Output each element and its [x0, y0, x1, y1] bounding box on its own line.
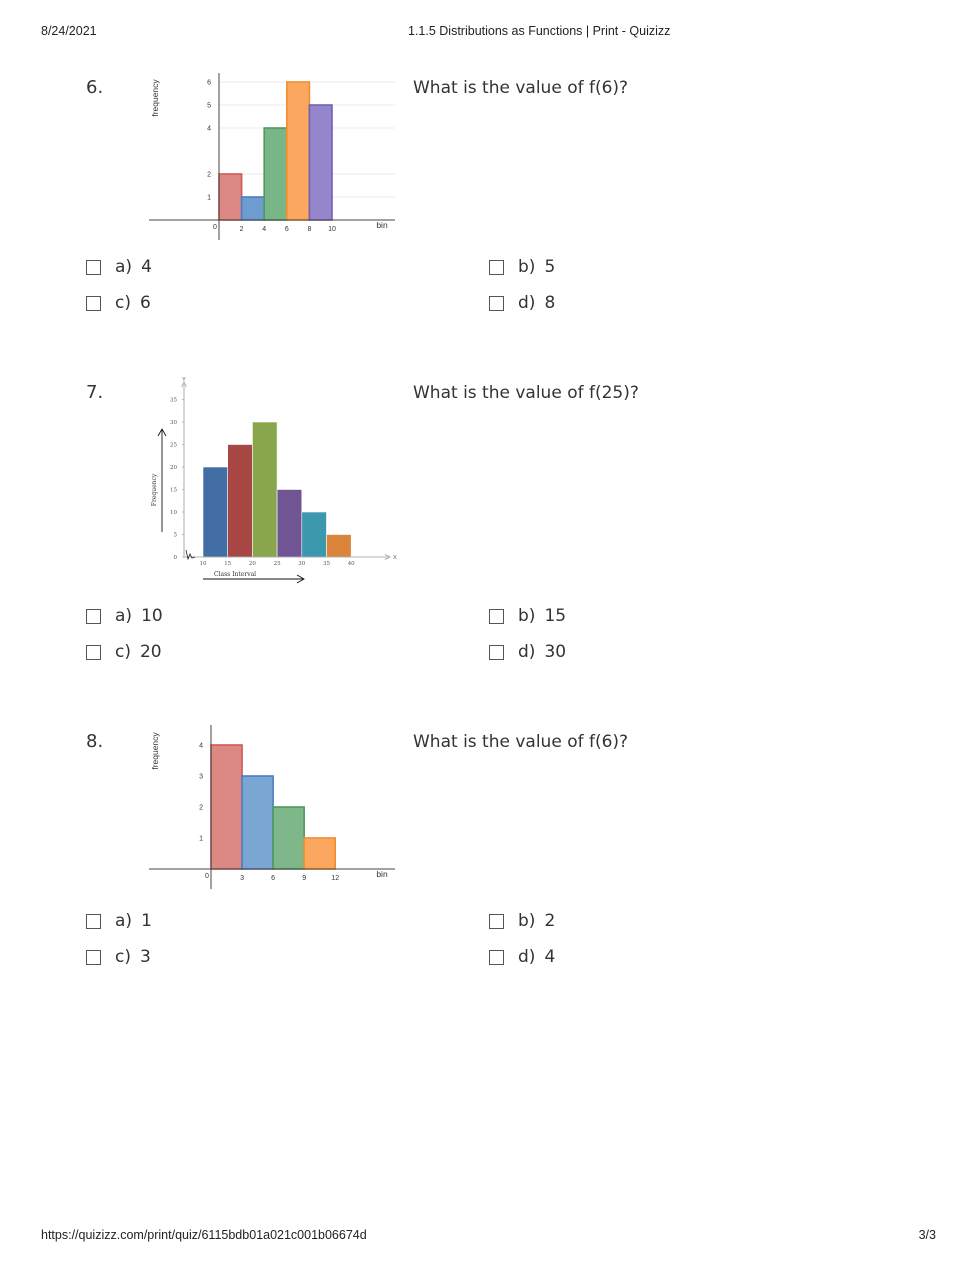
question-text: What is the value of f(6)?: [413, 732, 629, 752]
option-letter: b): [518, 606, 536, 626]
option-value: 20: [139, 642, 162, 662]
page-url[interactable]: https://quizizz.com/print/quiz/6115bdb01a021c001b06674d: [41, 1228, 367, 1242]
x-tick-label: 6: [284, 226, 289, 233]
print-date: 8/24/2021: [41, 24, 97, 38]
y-tick-label: 10: [170, 510, 177, 516]
y-axis-letter: Y: [182, 377, 186, 383]
histogram-chart-q6: [146, 70, 401, 240]
x-tick-label: 25: [273, 561, 281, 567]
y-tick-label: 0: [173, 555, 177, 561]
axis-break-icon: [186, 550, 195, 559]
x-tick-label: 40: [347, 561, 355, 567]
option-letter: c): [115, 947, 131, 967]
histogram-bar: [242, 776, 273, 869]
question-number: 7.: [86, 382, 104, 403]
x-tick-label: 10: [328, 226, 336, 233]
histogram-bar: [203, 467, 228, 557]
answer-option[interactable]: [86, 642, 162, 662]
option-letter: b): [518, 257, 536, 277]
answer-option[interactable]: [489, 642, 566, 662]
x-tick-label: 4: [262, 226, 267, 233]
histogram-svg: [146, 70, 401, 240]
histogram-bar: [273, 807, 304, 869]
checkbox[interactable]: [489, 950, 504, 965]
option-value: 8: [544, 293, 556, 313]
option-value: 4: [544, 947, 556, 967]
option-value: 10: [141, 606, 163, 626]
option-value: 3: [139, 947, 151, 967]
y-tick-label: 25: [170, 442, 177, 449]
y-tick-label: 4: [207, 125, 211, 133]
x-axis-label: bin: [376, 220, 388, 230]
page-number: 3/3: [918, 1228, 936, 1242]
option-value: 30: [544, 642, 567, 662]
histogram-bar: [309, 105, 332, 220]
answer-option[interactable]: [86, 947, 151, 967]
x-axis-letter: X: [393, 555, 397, 561]
document-title: 1.1.5 Distributions as Functions | Print - Quizizz: [408, 24, 671, 38]
option-letter: d): [518, 947, 536, 967]
checkbox[interactable]: [489, 609, 504, 624]
x-tick-label: 20: [248, 561, 256, 567]
option-letter: d): [518, 293, 536, 313]
y-tick-label: 6: [207, 79, 211, 87]
x-tick-label: 6: [271, 875, 276, 882]
x-tick-label: 30: [298, 561, 306, 567]
y-tick-label: 20: [170, 465, 177, 471]
histogram-chart-q8: [146, 722, 401, 894]
checkbox[interactable]: [489, 645, 504, 660]
answer-option[interactable]: [489, 947, 555, 967]
x-tick-label: 15: [224, 561, 232, 567]
y-tick-label: 5: [207, 102, 211, 110]
y-tick-label: 15: [170, 487, 177, 494]
histogram-svg: [146, 722, 401, 894]
answer-option[interactable]: [489, 293, 555, 313]
option-letter: c): [115, 642, 131, 662]
x-tick-label: 2: [239, 226, 244, 233]
y-tick-label: 3: [199, 773, 203, 781]
y-tick-label: 35: [170, 397, 177, 404]
option-value: 5: [544, 257, 556, 277]
option-value: 4: [141, 257, 152, 277]
y-tick-label: 1: [199, 835, 203, 843]
answer-option[interactable]: [86, 911, 152, 931]
histogram-bar: [287, 82, 310, 220]
option-letter: a): [115, 606, 133, 626]
y-axis-label: Frequency: [151, 473, 158, 507]
histogram-bar: [302, 512, 327, 557]
checkbox[interactable]: [86, 296, 101, 311]
x-tick-label: 0: [213, 224, 217, 231]
checkbox[interactable]: [489, 260, 504, 275]
checkbox[interactable]: [86, 950, 101, 965]
y-axis-label: frequency: [150, 732, 160, 770]
x-axis-label: Class Interval: [214, 571, 257, 578]
answer-option[interactable]: [86, 293, 151, 313]
y-tick-label: 5: [173, 532, 177, 539]
answer-option[interactable]: [86, 606, 163, 626]
y-tick-label: 1: [207, 194, 211, 202]
x-axis-label: bin: [376, 869, 388, 879]
histogram-bar: [277, 490, 302, 558]
answer-option[interactable]: [489, 911, 555, 931]
option-value: 2: [544, 911, 556, 931]
question-text: What is the value of f(25)?: [413, 383, 639, 403]
histogram-bar: [264, 128, 287, 220]
y-tick-label: 2: [199, 804, 203, 812]
y-tick-label: 2: [207, 171, 211, 179]
checkbox[interactable]: [86, 645, 101, 660]
option-value: 6: [139, 293, 151, 313]
answer-option[interactable]: [489, 606, 566, 626]
x-tick-label: 3: [240, 875, 245, 882]
checkbox[interactable]: [489, 914, 504, 929]
checkbox[interactable]: [489, 296, 504, 311]
y-tick-label: 30: [170, 420, 177, 426]
answer-option[interactable]: [86, 257, 152, 277]
option-letter: c): [115, 293, 131, 313]
checkbox[interactable]: [86, 260, 101, 275]
x-tick-label: 9: [302, 875, 307, 882]
histogram-bar: [304, 838, 335, 869]
histogram-bar: [228, 445, 253, 558]
histogram-svg: [146, 372, 401, 590]
option-letter: a): [115, 911, 133, 931]
y-tick-label: 4: [199, 742, 203, 750]
y-axis-label: frequency: [150, 79, 160, 117]
option-value: 15: [544, 606, 567, 626]
x-tick-label: 12: [331, 875, 340, 882]
histogram-bar: [219, 174, 242, 220]
x-tick-label: 0: [205, 873, 209, 880]
question-text: What is the value of f(6)?: [413, 78, 629, 98]
question-number: 6.: [86, 77, 104, 98]
x-tick-label: 10: [199, 561, 207, 567]
histogram-bar: [327, 535, 352, 558]
histogram-chart-q7: [146, 372, 401, 590]
checkbox[interactable]: [86, 609, 101, 624]
answer-option[interactable]: [489, 257, 555, 277]
option-value: 1: [141, 911, 152, 931]
x-tick-label: 35: [323, 561, 330, 567]
option-letter: a): [115, 257, 133, 277]
x-tick-label: 8: [307, 226, 312, 233]
question-number: 8.: [86, 731, 104, 752]
checkbox[interactable]: [86, 914, 101, 929]
option-letter: d): [518, 642, 536, 662]
histogram-bar: [242, 197, 265, 220]
histogram-bar: [252, 422, 277, 557]
histogram-bar: [211, 745, 242, 869]
option-letter: b): [518, 911, 536, 931]
